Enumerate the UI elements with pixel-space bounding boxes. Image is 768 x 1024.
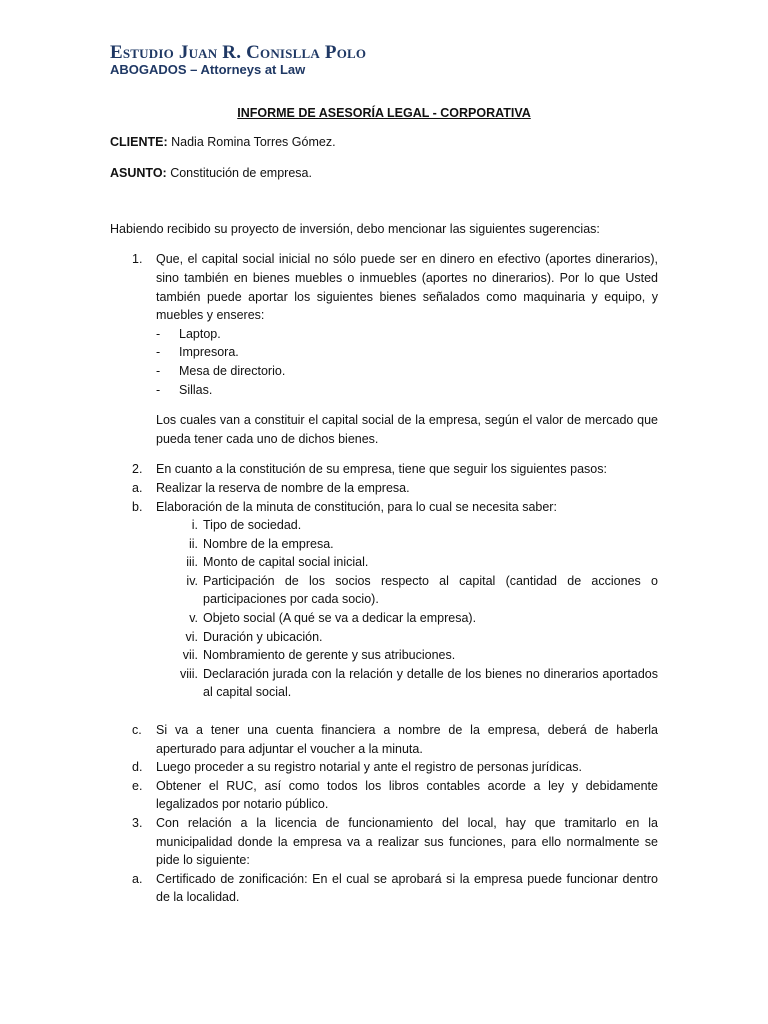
sub-item-a [110, 479, 658, 498]
roman-marker: vii. [182, 648, 198, 663]
dash-marker: - [156, 363, 161, 378]
list-item-note: Los cuales van a constituir el capital social de la empresa, según el valor de mercado que pueda tener cada uno de dichos bienes. [156, 413, 658, 446]
roman-text: Nombre de la empresa. [203, 536, 334, 551]
sub-item-e [110, 777, 658, 814]
sub-item-a [110, 870, 658, 907]
sub-item-b [110, 498, 658, 517]
dash-marker: - [156, 382, 161, 397]
sub-item-c [110, 721, 658, 758]
bullet-item [156, 343, 658, 362]
roman-item [110, 516, 658, 535]
bullet-text: Laptop. [179, 326, 221, 341]
roman-marker: vi. [185, 629, 198, 644]
list-item-text: En cuanto a la constitución de su empresa, tiene que seguir los siguientes pasos: [156, 462, 607, 477]
sub-item-text: Luego proceder a su registro notarial y ante el registro de personas jurídicas. [156, 760, 582, 775]
bullet-text: Sillas. [179, 382, 213, 397]
sub-item-text: Realizar la reserva de nombre de la empresa. [156, 480, 410, 495]
cliente-value: Nadia Romina Torres Gómez. [171, 134, 336, 149]
list-number: 2. [132, 462, 143, 477]
roman-text: Tipo de sociedad. [203, 518, 302, 533]
cliente-label: CLIENTE: [110, 134, 168, 149]
roman-item [110, 665, 658, 702]
list-number: 1. [132, 252, 143, 267]
intro-paragraph: Habiendo recibido su proyecto de inversión, debo mencionar las siguientes sugerencias: [110, 221, 600, 236]
sub-item-text: Obtener el RUC, así como todos los libros contables acorde a ley y debidamente legalizados por notario público. [156, 778, 658, 812]
roman-item [110, 572, 658, 609]
roman-marker: iv. [186, 573, 198, 588]
asunto-line [110, 164, 658, 183]
firm-name: Estudio Juan R. Conislla Polo [110, 42, 367, 63]
firm-subtitle: ABOGADOS – Attorneys at Law [110, 62, 306, 77]
roman-item [110, 646, 658, 665]
cliente-line [110, 133, 658, 152]
dash-marker: - [156, 326, 161, 341]
dash-marker: - [156, 345, 161, 360]
bullet-item [156, 362, 658, 381]
roman-marker: i. [191, 518, 198, 533]
roman-marker: viii. [179, 666, 198, 681]
list-item-2 [110, 460, 658, 479]
list-item-text: Con relación a la licencia de funcionamiento del local, hay que tramitarlo en la municipalidad donde la empresa va a realizar sus funciones, para ello normalmente se pide lo siguiente: [156, 816, 658, 868]
letter-marker: e. [132, 778, 143, 793]
sub-item-text: Si va a tener una cuenta financiera a nombre de la empresa, deberá de haberla aperturado para adjuntar el voucher a la minuta. [156, 723, 658, 756]
roman-text: Nombramiento de gerente y sus atribuciones. [203, 648, 456, 663]
list-number: 3. [132, 816, 143, 830]
bullet-text: Impresora. [179, 345, 239, 360]
list-item-text: Que, el capital social inicial no sólo puede ser en dinero en efectivo (aportes dinerarios), sino también en bienes muebles o inmuebles (aportes no dinerarios). Por lo que Usted también puede aportar los siguientes bienes señalados como maquinaria y equipo, y muebles y enseres: [156, 252, 658, 323]
roman-marker: v. [189, 611, 198, 626]
list-item-3 [110, 814, 658, 870]
letter-marker: a. [132, 871, 143, 886]
roman-text: Objeto social (A qué se va a dedicar la empresa). [203, 611, 477, 626]
asunto-value: Constitución de empresa. [170, 166, 312, 181]
letter-marker: c. [132, 723, 142, 738]
letter-marker: d. [132, 760, 143, 775]
roman-item [110, 609, 658, 628]
roman-item [110, 535, 658, 554]
roman-text: Monto de capital social inicial. [203, 555, 369, 570]
bullet-text: Mesa de directorio. [179, 363, 286, 378]
letter-marker: a. [132, 480, 143, 495]
asunto-label: ASUNTO: [110, 166, 167, 181]
roman-item [110, 553, 658, 572]
sub-item-text: Certificado de zonificación: En el cual se aprobará si la empresa puede funcionar dentro de la localidad. [156, 871, 658, 905]
roman-marker: ii. [188, 536, 198, 551]
bullet-item [156, 325, 658, 344]
sub-item-text: Elaboración de la minuta de constitución, para lo cual se necesita saber: [156, 499, 557, 514]
sub-item-d [110, 758, 658, 777]
roman-marker: iii. [186, 555, 198, 570]
roman-text: Participación de los socios respecto al capital (cantidad de acciones o participaciones por cada socio). [203, 573, 658, 607]
list-item-1 [110, 250, 658, 448]
letter-marker: b. [132, 499, 143, 514]
document-body [110, 104, 658, 907]
roman-text: Declaración jurada con la relación y detalle de los bienes no dinerarios aportados al capital social. [203, 666, 658, 700]
roman-item [110, 628, 658, 647]
bullet-item [156, 381, 658, 400]
document-title: INFORME DE ASESORÍA LEGAL - CORPORATIVA [237, 106, 531, 120]
roman-text: Duración y ubicación. [203, 629, 323, 644]
